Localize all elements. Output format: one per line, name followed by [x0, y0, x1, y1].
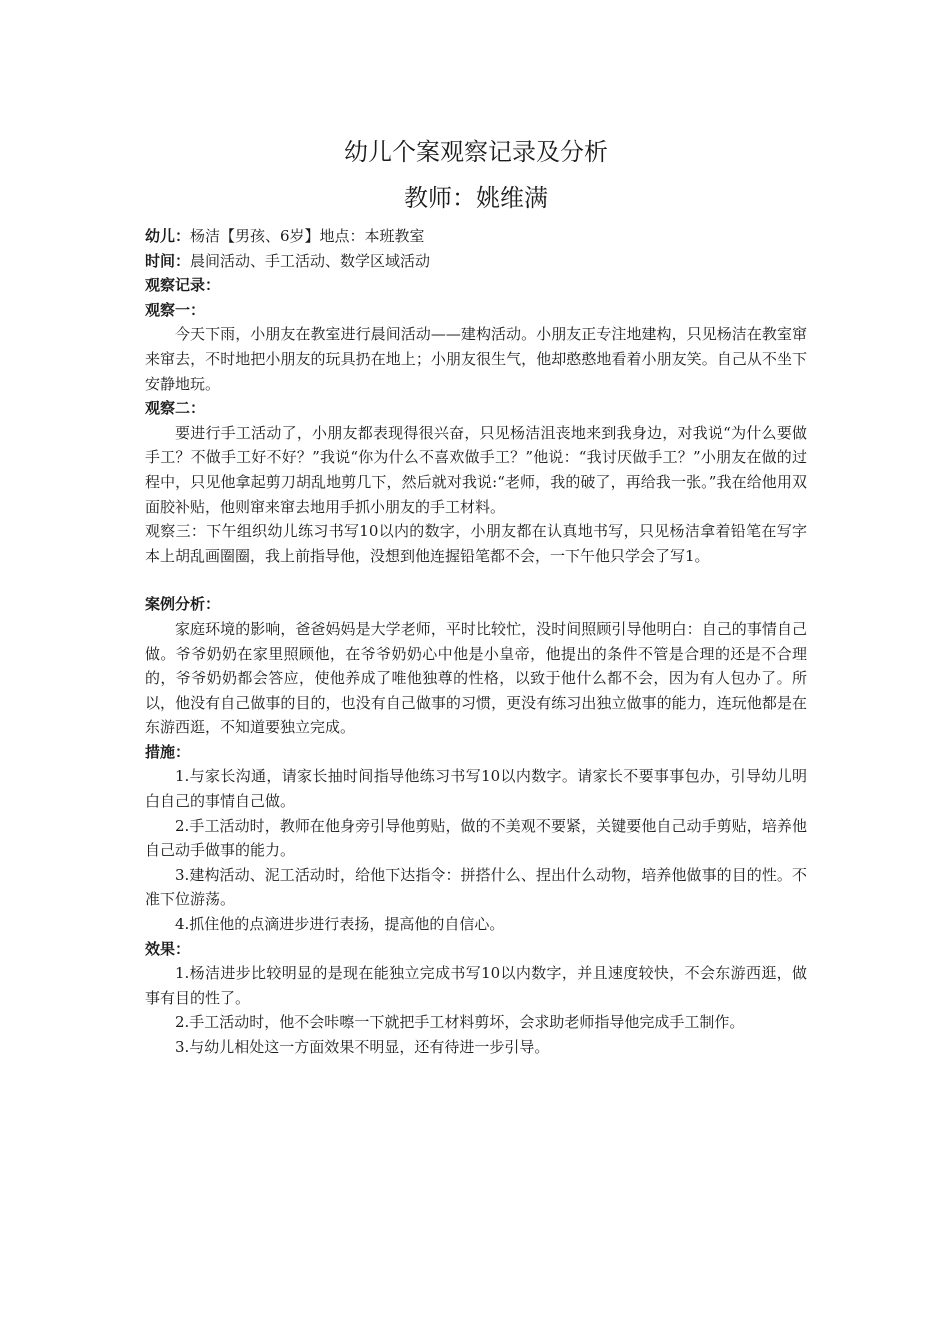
child-value: 杨洁【男孩、6岁】地点：本班教室	[190, 227, 425, 245]
analysis-text: 家庭环境的影响，爸爸妈妈是大学老师，平时比较忙，没时间照顾引导他明白：自己的事情自己做。爷爷奶奶在家里照顾他，在爷爷奶奶心中他是小皇帝，他提出的条件不管是合理的还是不合理的，爷爷奶奶都会答应，使他养成了唯他独尊的性格，以致于他什么都不会，因为有人包办了。所以，他没有自己做事的目的，也没有自己做事的习惯，更没有练习出独立做事的能力，连玩他都是在东游西逛，不知道要独立完成。	[145, 619, 807, 737]
effects-heading: 效果：	[145, 939, 191, 958]
time-info-line	[145, 249, 807, 274]
document-title: 幼儿个案观察记录及分析	[344, 138, 608, 166]
teacher-name: 教师：姚维满	[404, 184, 548, 212]
measure-item: 4.抓住他的点滴进步进行表扬，提高他的自信心。	[175, 915, 505, 934]
measure-item: 1.与家长沟通，请家长抽时间指导他练习书写10以内数字。请家长不要事事包办，引导幼儿明白自己的事情自己做。	[145, 767, 807, 811]
observation-3-text: 观察三：下午组织幼儿练习书写10以内的数字，小朋友都在认真地书写，只见杨洁拿着铅笔在写字本上胡乱画圈圈，我上前指导他，没想到他连握铅笔都不会，一下午他只学会了写1。	[145, 522, 807, 565]
effect-item: 1.杨洁进步比较明显的是现在能独立完成书写10以内数字，并且速度较快，不会东游西逛，做事有目的性了。	[145, 964, 807, 1007]
measure-item: 2.手工活动时，教师在他身旁引导他剪贴，做的不美观不要紧，关键要他自己动手剪贴，培养他自己动手做事的能力。	[145, 816, 807, 860]
time-value: 晨间活动、手工活动、数学区域活动	[190, 251, 431, 270]
record-heading: 观察记录：	[145, 276, 221, 295]
effect-item: 3.与幼儿相处这一方面效果不明显，还有待进一步引导。	[175, 1038, 550, 1056]
measure-item: 3.建构活动、泥工活动时，给他下达指令：拼搭什么、捏出什么动物，培养他做事的目的性。不准下位游荡。	[145, 865, 807, 909]
analysis-heading: 案例分析：	[145, 595, 221, 614]
observation-2-text: 要进行手工活动了，小朋友都表现得很兴奋，只见杨洁沮丧地来到我身边，对我说“为什么要做手工？不做手工好不好？”我说“你为什么不喜欢做手工？”他说：“我讨厌做手工？”小朋友在做的过程中，只见他拿起剪刀胡乱地剪几下，然后就对我说:“老师，我的破了，再给我一张。”我在给他用双面胶补贴，他则窜来窜去地用手抓小朋友的手工材料。	[145, 423, 807, 516]
time-label: 时间：	[145, 251, 191, 270]
effect-item: 2.手工活动时，他不会咔嚓一下就把手工材料剪坏，会求助老师指导他完成手工制作。	[175, 1013, 745, 1032]
child-info-line	[145, 224, 807, 249]
child-label: 幼儿：	[145, 227, 191, 245]
document-body	[145, 132, 807, 1060]
observation-1-text: 今天下雨，小朋友在教室进行晨间活动——建构活动。小朋友正专注地建构，只见杨洁在教室窜来窜去，不时地把小朋友的玩具扔在地上；小朋友很生气，他却憨憨地看着小朋友笑。自己从不坐下安静地玩。	[145, 325, 807, 393]
observation-2-heading: 观察二：	[145, 399, 206, 418]
measures-heading: 措施：	[145, 742, 191, 761]
observation-1-heading: 观察一：	[145, 300, 206, 319]
spacer	[145, 568, 807, 592]
